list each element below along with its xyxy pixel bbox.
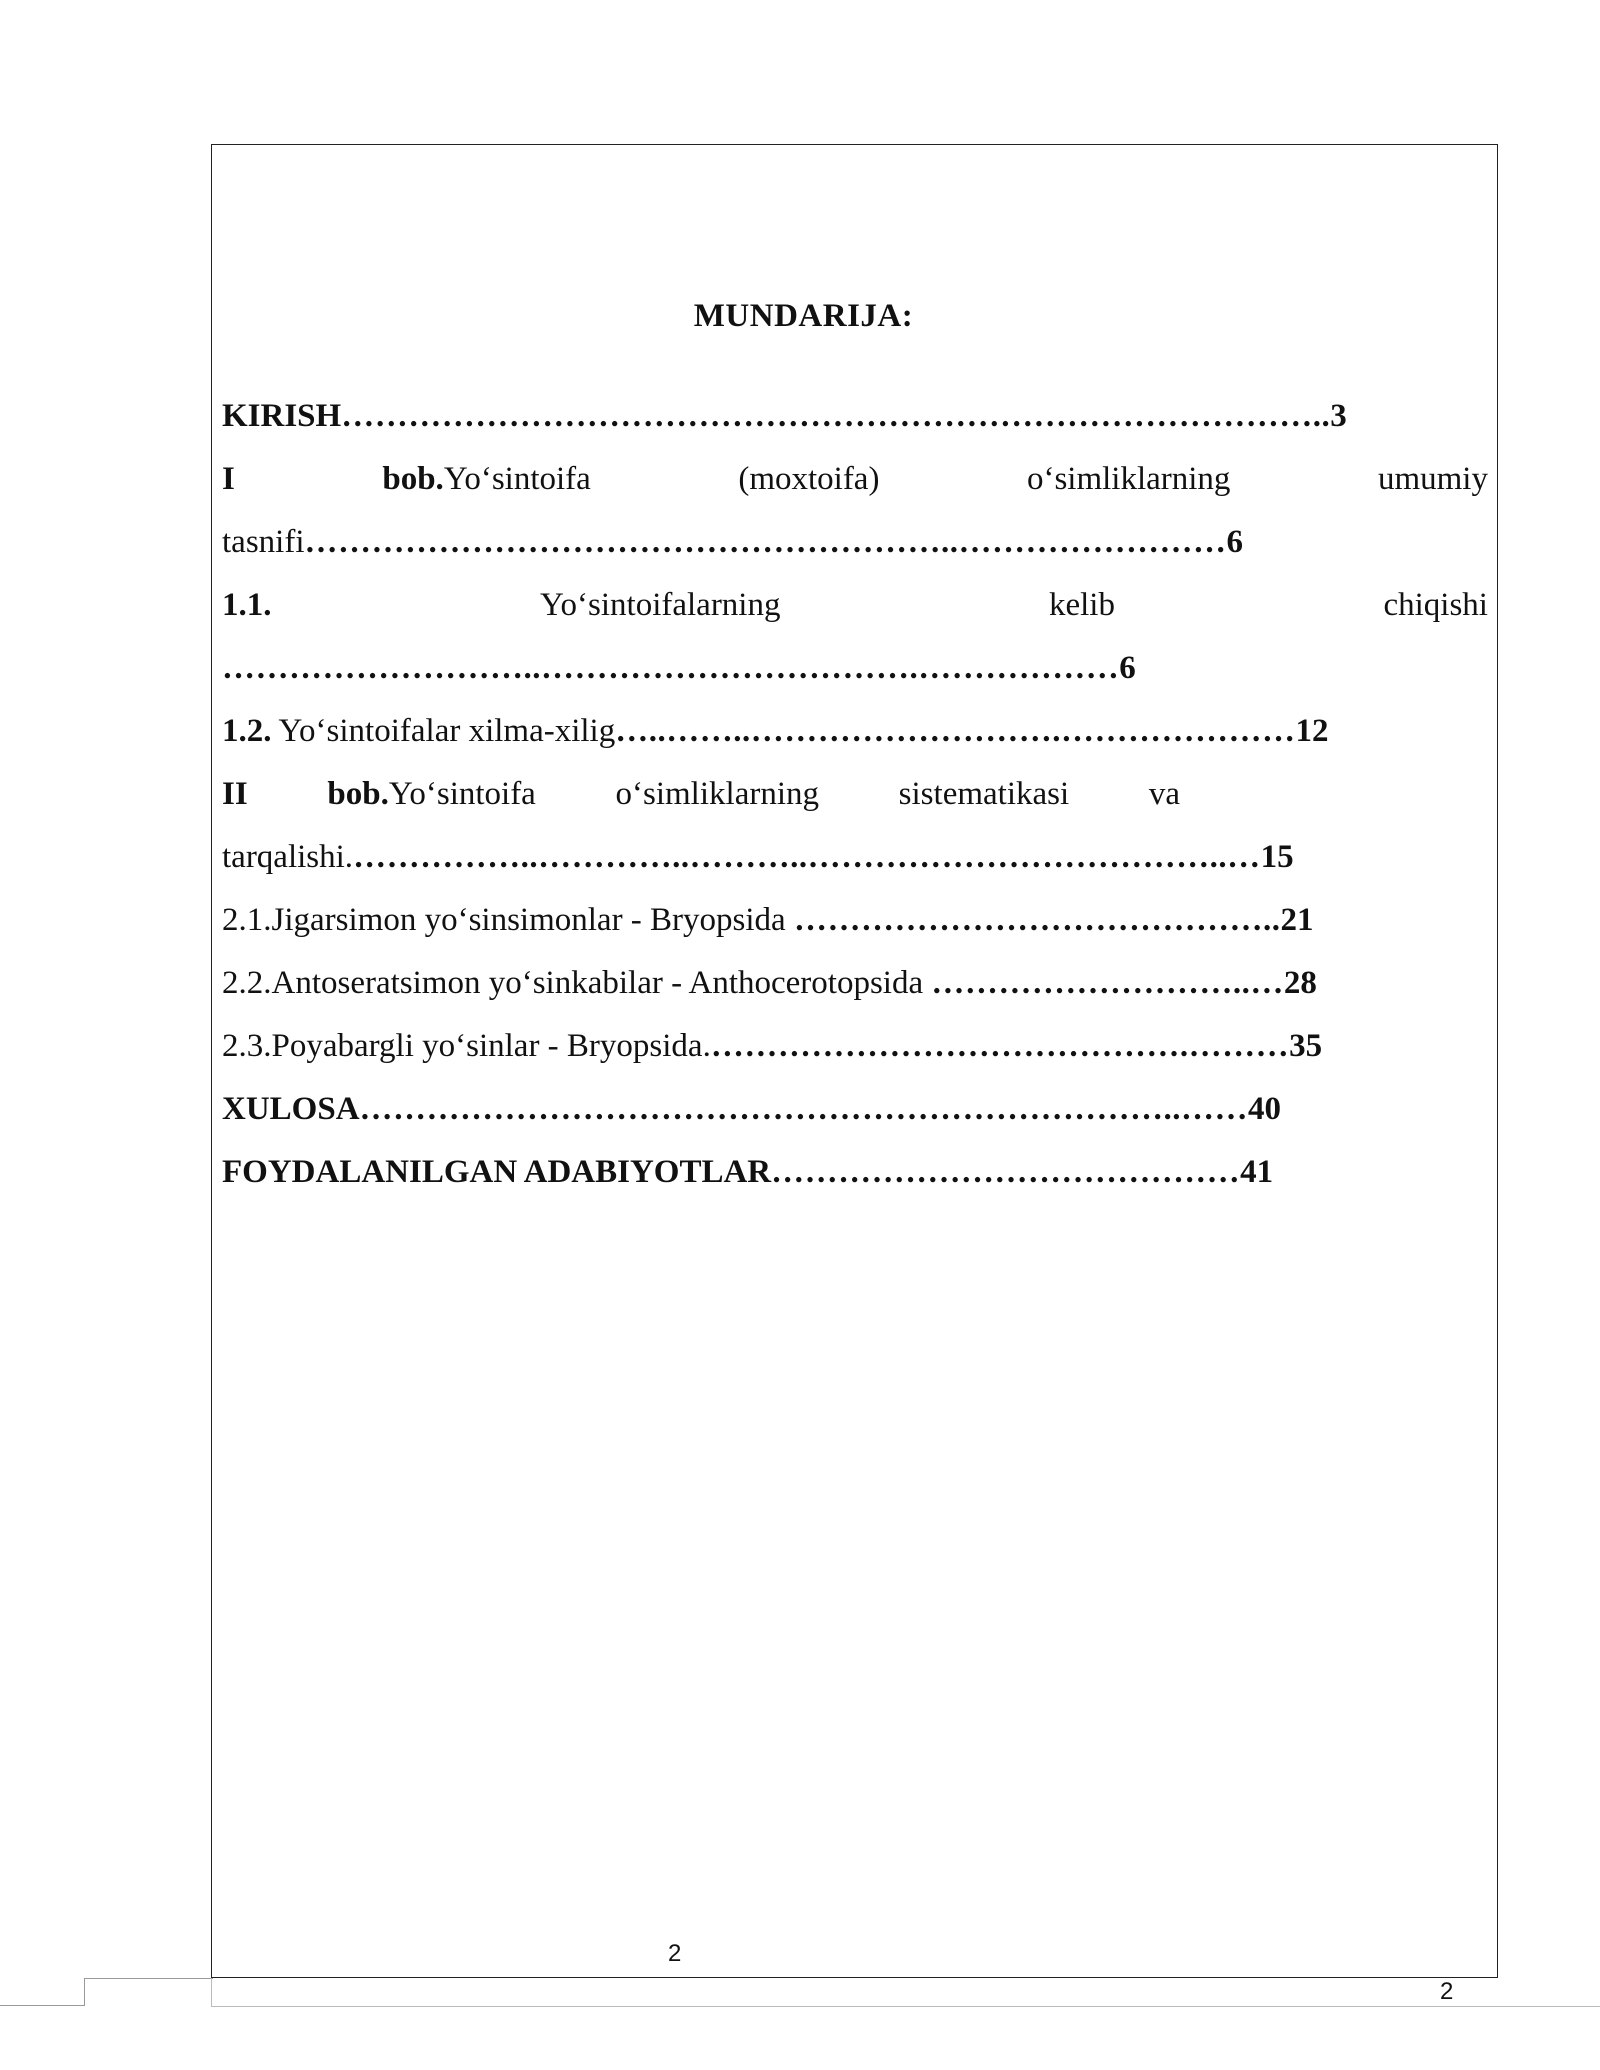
footer-page-number: 2	[668, 1940, 682, 1967]
toc-entry-1-1-line1[interactable]	[222, 574, 1488, 637]
toc-word: Yo‘sintoifalarning	[540, 587, 781, 623]
toc-word: chiqishi	[1383, 587, 1488, 623]
toc-leader-dots: …………………………………….………	[710, 1028, 1290, 1064]
toc-entry-bob1-line1[interactable]	[222, 448, 1488, 511]
toc-leader-dots: ……………..…………..………..………………………………..…	[353, 839, 1261, 875]
toc-entry-2-2[interactable]	[222, 952, 1488, 1015]
toc-label: 2.2.Antoseratsimon yo‘sinkabilar - Anthocerotopsida	[222, 965, 932, 1001]
toc-entry-bob1-line2[interactable]	[222, 511, 1488, 574]
toc-entry-1-2[interactable]	[222, 700, 1488, 763]
toc-label: XULOSA	[222, 1091, 360, 1127]
toc-word	[382, 448, 590, 511]
toc-entry-xulosa[interactable]	[222, 1078, 1488, 1141]
toc-word: (moxtoifa)	[738, 461, 880, 497]
toc-label: 2.3.Poyabargli yo‘sinlar - Bryopsida.	[222, 1028, 711, 1064]
toc-leader-dots: ……………………………………………………………………………..	[341, 398, 1331, 434]
toc-entry-2-1[interactable]	[222, 889, 1488, 952]
footer-page-number-outer: 2	[1440, 1978, 1454, 2005]
toc-label: KIRISH	[222, 398, 342, 434]
toc-entry-kirish[interactable]	[222, 385, 1488, 448]
toc-leader-dots: …..……..……………………….…………………	[615, 713, 1296, 749]
toc-page-number: 41	[1240, 1154, 1274, 1190]
toc-word: sistematikasi	[898, 776, 1070, 812]
table-of-contents	[222, 385, 1488, 1204]
toc-word: umumiy	[1377, 461, 1488, 497]
toc-word: Yo‘sintoifa	[388, 776, 536, 812]
toc-entry-bob2-line1[interactable]	[222, 763, 1180, 826]
toc-word: kelib	[1048, 587, 1115, 623]
toc-label: tarqalishi.	[222, 839, 354, 875]
toc-section-number: 1.1.	[222, 587, 272, 623]
footer-tab-outline	[84, 1978, 213, 2006]
toc-leader-dots: ………………………..…	[931, 965, 1284, 1001]
toc-chapter-numeral: I	[222, 461, 235, 497]
toc-bob-label: bob.	[327, 776, 389, 812]
toc-page-number: 21	[1280, 902, 1314, 938]
toc-leader-dots: …………………………………………………..……………………	[304, 524, 1227, 560]
footer-divider-connector	[211, 1978, 212, 2006]
toc-leader-dots: ………………………..…………………………….………………	[222, 650, 1120, 686]
toc-label: Yo‘sintoifalar xilma-xilig	[271, 713, 616, 749]
toc-word	[327, 763, 535, 826]
toc-leader-dots: ……………………………………	[771, 1154, 1241, 1190]
footer-divider-bottom	[211, 2006, 1600, 2007]
toc-label: FOYDALANILGAN ADABIYOTLAR	[222, 1154, 772, 1190]
toc-word: o‘simliklarning	[615, 776, 819, 812]
toc-entry-adabiyotlar[interactable]	[222, 1141, 1488, 1204]
toc-leader-dots: ………………………………………………………………..……	[359, 1091, 1249, 1127]
toc-bob-label: bob.	[382, 461, 444, 497]
toc-page-number: 40	[1248, 1091, 1282, 1127]
toc-entry-1-1-line2[interactable]	[222, 637, 1488, 700]
toc-label: tasnifi	[222, 524, 305, 560]
toc-entry-bob2-line2[interactable]	[222, 826, 1488, 889]
toc-section-number: 1.2.	[222, 713, 272, 749]
footer-divider-left	[0, 2005, 84, 2006]
toc-page-number: 28	[1283, 965, 1317, 1001]
toc-word: o‘simliklarning	[1026, 461, 1231, 497]
toc-entry-2-3[interactable]	[222, 1015, 1488, 1078]
toc-word: va	[1148, 776, 1180, 812]
toc-label: 2.1.Jigarsimon yo‘sinsimonlar - Bryopsida	[222, 902, 794, 938]
toc-page-number: 6	[1119, 650, 1136, 686]
toc-page-number: 3	[1330, 398, 1347, 434]
toc-page-number: 15	[1260, 839, 1294, 875]
toc-page-number: 12	[1295, 713, 1329, 749]
toc-word: Yo‘sintoifa	[443, 461, 591, 497]
toc-chapter-numeral: II	[222, 776, 248, 812]
toc-page-number: 6	[1226, 524, 1243, 560]
page-title: MUNDARIJA:	[693, 298, 914, 334]
toc-leader-dots: ……………………………………..	[793, 902, 1281, 938]
toc-page-number: 35	[1289, 1028, 1323, 1064]
